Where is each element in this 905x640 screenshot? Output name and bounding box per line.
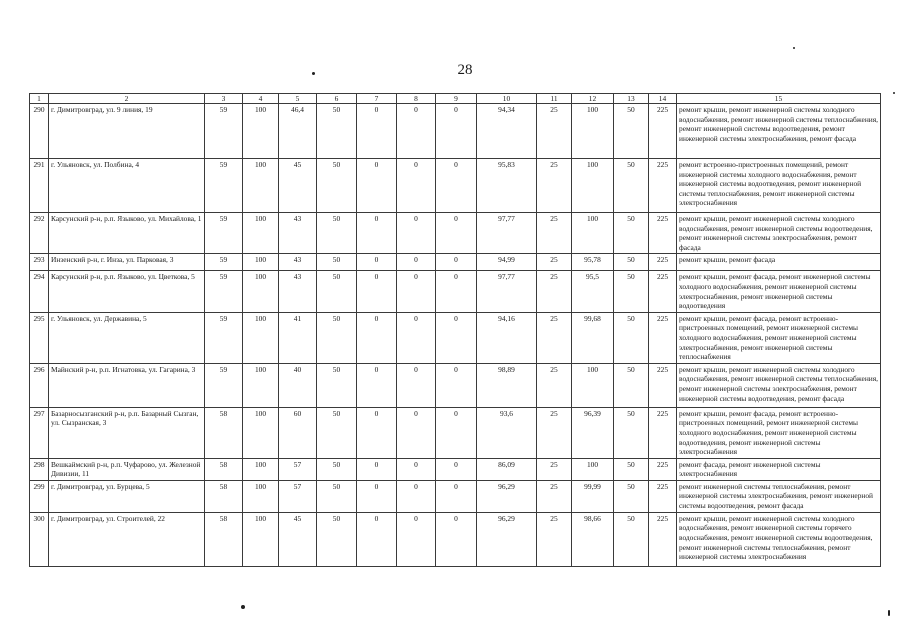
value-col-4: 100 xyxy=(243,271,279,312)
works-list-cell: ремонт крыши, ремонт фасада, ремонт встроенно-пристроенных помещений, ремонт инженерной системы холодного водоснабжения, ремонт инженерной системы электроснабжения, ремонт инженерной системы теплоснабжения xyxy=(677,312,881,363)
value-col-9: 0 xyxy=(436,363,477,407)
table-row xyxy=(30,363,881,407)
column-header: 4 xyxy=(243,94,279,104)
value-col-8: 0 xyxy=(397,271,436,312)
value-col-11: 25 xyxy=(537,407,572,458)
value-col-13: 50 xyxy=(614,480,649,512)
row-number: 295 xyxy=(30,312,49,363)
value-col-14: 225 xyxy=(649,213,677,254)
value-col-4: 100 xyxy=(243,104,279,159)
value-col-4: 100 xyxy=(243,159,279,213)
value-col-11: 25 xyxy=(537,104,572,159)
works-list-cell: ремонт крыши, ремонт фасада, ремонт инженерной системы холодного водоснабжения, ремонт инженерной системы электроснабжения, ремонт инженерной системы водоотведения xyxy=(677,271,881,312)
column-header: 9 xyxy=(436,94,477,104)
row-number: 300 xyxy=(30,512,49,566)
value-col-6: 50 xyxy=(317,480,357,512)
value-col-3: 58 xyxy=(205,480,243,512)
value-col-11: 25 xyxy=(537,363,572,407)
value-col-6: 50 xyxy=(317,312,357,363)
row-number: 294 xyxy=(30,271,49,312)
column-header: 2 xyxy=(49,94,205,104)
value-col-8: 0 xyxy=(397,480,436,512)
value-col-12: 100 xyxy=(572,363,614,407)
value-col-13: 50 xyxy=(614,271,649,312)
table-row xyxy=(30,271,881,312)
value-col-12: 95,78 xyxy=(572,254,614,271)
value-col-9: 0 xyxy=(436,458,477,480)
value-col-12: 99,68 xyxy=(572,312,614,363)
value-col-6: 50 xyxy=(317,407,357,458)
column-header: 10 xyxy=(477,94,537,104)
value-col-8: 0 xyxy=(397,363,436,407)
table-row xyxy=(30,254,881,271)
value-col-3: 59 xyxy=(205,104,243,159)
value-col-11: 25 xyxy=(537,213,572,254)
scan-speck xyxy=(893,92,895,94)
table-row xyxy=(30,312,881,363)
column-header: 13 xyxy=(614,94,649,104)
scan-speck xyxy=(793,47,795,49)
value-col-13: 50 xyxy=(614,213,649,254)
value-col-5: 43 xyxy=(279,271,317,312)
value-col-6: 50 xyxy=(317,213,357,254)
table-row xyxy=(30,480,881,512)
value-col-10: 97,77 xyxy=(477,271,537,312)
address-cell: Базарносызганский р-н, р.п. Базарный Сызган, ул. Сызранская, 3 xyxy=(49,407,205,458)
value-col-14: 225 xyxy=(649,159,677,213)
value-col-10: 94,99 xyxy=(477,254,537,271)
value-col-8: 0 xyxy=(397,159,436,213)
value-col-5: 57 xyxy=(279,480,317,512)
value-col-8: 0 xyxy=(397,104,436,159)
value-col-9: 0 xyxy=(436,213,477,254)
value-col-4: 100 xyxy=(243,480,279,512)
column-header: 15 xyxy=(677,94,881,104)
value-col-10: 86,09 xyxy=(477,458,537,480)
value-col-11: 25 xyxy=(537,159,572,213)
value-col-14: 225 xyxy=(649,104,677,159)
works-list-cell: ремонт крыши, ремонт фасада, ремонт встроенно-пристроенных помещений, ремонт инженерной системы холодного водоснабжения, ремонт инженерной системы водоотведения, ремонт инженерной системы электроснабжения xyxy=(677,407,881,458)
value-col-11: 25 xyxy=(537,312,572,363)
value-col-5: 60 xyxy=(279,407,317,458)
value-col-13: 50 xyxy=(614,104,649,159)
row-number: 293 xyxy=(30,254,49,271)
table-header-row xyxy=(30,94,881,104)
row-number: 298 xyxy=(30,458,49,480)
column-header: 5 xyxy=(279,94,317,104)
value-col-7: 0 xyxy=(357,159,397,213)
value-col-13: 50 xyxy=(614,159,649,213)
table-row xyxy=(30,159,881,213)
value-col-3: 59 xyxy=(205,271,243,312)
value-col-3: 59 xyxy=(205,254,243,271)
value-col-14: 225 xyxy=(649,512,677,566)
value-col-9: 0 xyxy=(436,480,477,512)
value-col-9: 0 xyxy=(436,159,477,213)
value-col-5: 40 xyxy=(279,363,317,407)
works-list-cell: ремонт встроенно-пристроенных помещений, ремонт инженерной системы холодного водоснабжения, ремонт инженерной системы водоотведения, ремонт инженерной системы теплоснабжения, ремонт инженерной системы электроснабжения xyxy=(677,159,881,213)
value-col-5: 45 xyxy=(279,512,317,566)
value-col-14: 225 xyxy=(649,254,677,271)
value-col-3: 59 xyxy=(205,159,243,213)
registry-table xyxy=(29,93,881,567)
value-col-9: 0 xyxy=(436,254,477,271)
value-col-5: 43 xyxy=(279,213,317,254)
column-header: 6 xyxy=(317,94,357,104)
address-cell: г. Димитровград, ул. Бурцева, 5 xyxy=(49,480,205,512)
value-col-4: 100 xyxy=(243,312,279,363)
address-cell: Карсунский р-н, р.п. Языково, ул. Михайлова, 1 xyxy=(49,213,205,254)
value-col-4: 100 xyxy=(243,254,279,271)
value-col-8: 0 xyxy=(397,512,436,566)
address-cell: Инзенский р-н, г. Инза, ул. Парковая, 3 xyxy=(49,254,205,271)
table-row xyxy=(30,407,881,458)
value-col-14: 225 xyxy=(649,407,677,458)
value-col-9: 0 xyxy=(436,512,477,566)
value-col-6: 50 xyxy=(317,458,357,480)
value-col-7: 0 xyxy=(357,458,397,480)
value-col-7: 0 xyxy=(357,512,397,566)
value-col-4: 100 xyxy=(243,458,279,480)
value-col-12: 99,99 xyxy=(572,480,614,512)
value-col-10: 94,34 xyxy=(477,104,537,159)
value-col-8: 0 xyxy=(397,407,436,458)
value-col-13: 50 xyxy=(614,407,649,458)
value-col-3: 58 xyxy=(205,512,243,566)
row-number: 296 xyxy=(30,363,49,407)
value-col-7: 0 xyxy=(357,312,397,363)
value-col-7: 0 xyxy=(357,407,397,458)
column-header: 14 xyxy=(649,94,677,104)
works-list-cell: ремонт инженерной системы теплоснабжения, ремонт инженерной системы электроснабжения, ремонт инженерной системы водоотведения, ремонт фасада xyxy=(677,480,881,512)
address-cell: Карсунский р-н, р.п. Языково, ул. Цветкова, 5 xyxy=(49,271,205,312)
value-col-12: 100 xyxy=(572,213,614,254)
value-col-12: 96,39 xyxy=(572,407,614,458)
scan-mark xyxy=(888,610,890,616)
works-list-cell: ремонт крыши, ремонт инженерной системы холодного водоснабжения, ремонт инженерной системы теплоснабжения, ремонт инженерной системы электроснабжения, ремонт инженерной системы водоотведения, ремонт фасада xyxy=(677,363,881,407)
value-col-3: 59 xyxy=(205,213,243,254)
works-list-cell: ремонт крыши, ремонт инженерной системы холодного водоснабжения, ремонт инженерной системы теплоснабжения, ремонт инженерной системы водоотведения, ремонт инженерной системы электроснабжения, ремонт фасада xyxy=(677,104,881,159)
value-col-4: 100 xyxy=(243,213,279,254)
address-cell: г. Димитровград, ул. 9 линия, 19 xyxy=(49,104,205,159)
value-col-14: 225 xyxy=(649,480,677,512)
table-row xyxy=(30,213,881,254)
works-list-cell: ремонт крыши, ремонт фасада xyxy=(677,254,881,271)
address-cell: г. Ульяновск, ул. Державина, 5 xyxy=(49,312,205,363)
value-col-8: 0 xyxy=(397,254,436,271)
value-col-13: 50 xyxy=(614,254,649,271)
value-col-11: 25 xyxy=(537,458,572,480)
works-list-cell: ремонт крыши, ремонт инженерной системы холодного водоснабжения, ремонт инженерной системы горячего водоснабжения, ремонт инженерной системы водоотведения, ремонт инженерной системы теплоснабжения, ремонт инженерной системы электроснабжения xyxy=(677,512,881,566)
page-number: 28 xyxy=(457,62,473,78)
value-col-3: 58 xyxy=(205,458,243,480)
value-col-5: 41 xyxy=(279,312,317,363)
value-col-10: 93,6 xyxy=(477,407,537,458)
value-col-3: 58 xyxy=(205,407,243,458)
value-col-13: 50 xyxy=(614,512,649,566)
column-header: 11 xyxy=(537,94,572,104)
works-list-cell: ремонт крыши, ремонт инженерной системы холодного водоснабжения, ремонт инженерной системы водоотведения, ремонт инженерной системы электроснабжения, ремонт фасада xyxy=(677,213,881,254)
value-col-9: 0 xyxy=(436,271,477,312)
address-cell: г. Ульяновск, ул. Полбина, 4 xyxy=(49,159,205,213)
column-header: 12 xyxy=(572,94,614,104)
value-col-12: 100 xyxy=(572,458,614,480)
value-col-6: 50 xyxy=(317,254,357,271)
scan-speck xyxy=(241,605,245,609)
value-col-5: 43 xyxy=(279,254,317,271)
value-col-9: 0 xyxy=(436,312,477,363)
value-col-6: 50 xyxy=(317,512,357,566)
value-col-11: 25 xyxy=(537,271,572,312)
row-number: 290 xyxy=(30,104,49,159)
value-col-6: 50 xyxy=(317,271,357,312)
value-col-14: 225 xyxy=(649,363,677,407)
value-col-14: 225 xyxy=(649,458,677,480)
value-col-7: 0 xyxy=(357,480,397,512)
value-col-6: 50 xyxy=(317,363,357,407)
value-col-13: 50 xyxy=(614,312,649,363)
value-col-8: 0 xyxy=(397,312,436,363)
value-col-9: 0 xyxy=(436,104,477,159)
value-col-3: 59 xyxy=(205,363,243,407)
scan-speck xyxy=(312,72,315,75)
table-row xyxy=(30,104,881,159)
row-number: 299 xyxy=(30,480,49,512)
works-list-cell: ремонт фасада, ремонт инженерной системы электроснабжения xyxy=(677,458,881,480)
value-col-11: 25 xyxy=(537,254,572,271)
value-col-9: 0 xyxy=(436,407,477,458)
value-col-5: 57 xyxy=(279,458,317,480)
value-col-3: 59 xyxy=(205,312,243,363)
value-col-14: 225 xyxy=(649,312,677,363)
value-col-10: 94,16 xyxy=(477,312,537,363)
table-row xyxy=(30,512,881,566)
value-col-7: 0 xyxy=(357,271,397,312)
value-col-7: 0 xyxy=(357,363,397,407)
column-header: 7 xyxy=(357,94,397,104)
row-number: 292 xyxy=(30,213,49,254)
value-col-4: 100 xyxy=(243,512,279,566)
value-col-7: 0 xyxy=(357,213,397,254)
value-col-4: 100 xyxy=(243,363,279,407)
value-col-10: 95,83 xyxy=(477,159,537,213)
value-col-12: 98,66 xyxy=(572,512,614,566)
value-col-6: 50 xyxy=(317,159,357,213)
row-number: 291 xyxy=(30,159,49,213)
address-cell: Вешкаймский р-н, р.п. Чуфарово, ул. Железной Дивизии, 11 xyxy=(49,458,205,480)
value-col-4: 100 xyxy=(243,407,279,458)
value-col-14: 225 xyxy=(649,271,677,312)
value-col-6: 50 xyxy=(317,104,357,159)
value-col-13: 50 xyxy=(614,363,649,407)
value-col-12: 100 xyxy=(572,159,614,213)
value-col-10: 96,29 xyxy=(477,512,537,566)
value-col-7: 0 xyxy=(357,254,397,271)
value-col-11: 25 xyxy=(537,512,572,566)
value-col-5: 46,4 xyxy=(279,104,317,159)
value-col-5: 45 xyxy=(279,159,317,213)
value-col-10: 98,89 xyxy=(477,363,537,407)
value-col-8: 0 xyxy=(397,213,436,254)
value-col-13: 50 xyxy=(614,458,649,480)
column-header: 3 xyxy=(205,94,243,104)
value-col-10: 97,77 xyxy=(477,213,537,254)
row-number: 297 xyxy=(30,407,49,458)
column-header: 8 xyxy=(397,94,436,104)
value-col-11: 25 xyxy=(537,480,572,512)
value-col-7: 0 xyxy=(357,104,397,159)
address-cell: Майнский р-н, р.п. Игнатовка, ул. Гагарина, 3 xyxy=(49,363,205,407)
table-row xyxy=(30,458,881,480)
value-col-8: 0 xyxy=(397,458,436,480)
address-cell: г. Димитровград, ул. Строителей, 22 xyxy=(49,512,205,566)
value-col-10: 96,29 xyxy=(477,480,537,512)
value-col-12: 100 xyxy=(572,104,614,159)
value-col-12: 95,5 xyxy=(572,271,614,312)
column-header: 1 xyxy=(30,94,49,104)
